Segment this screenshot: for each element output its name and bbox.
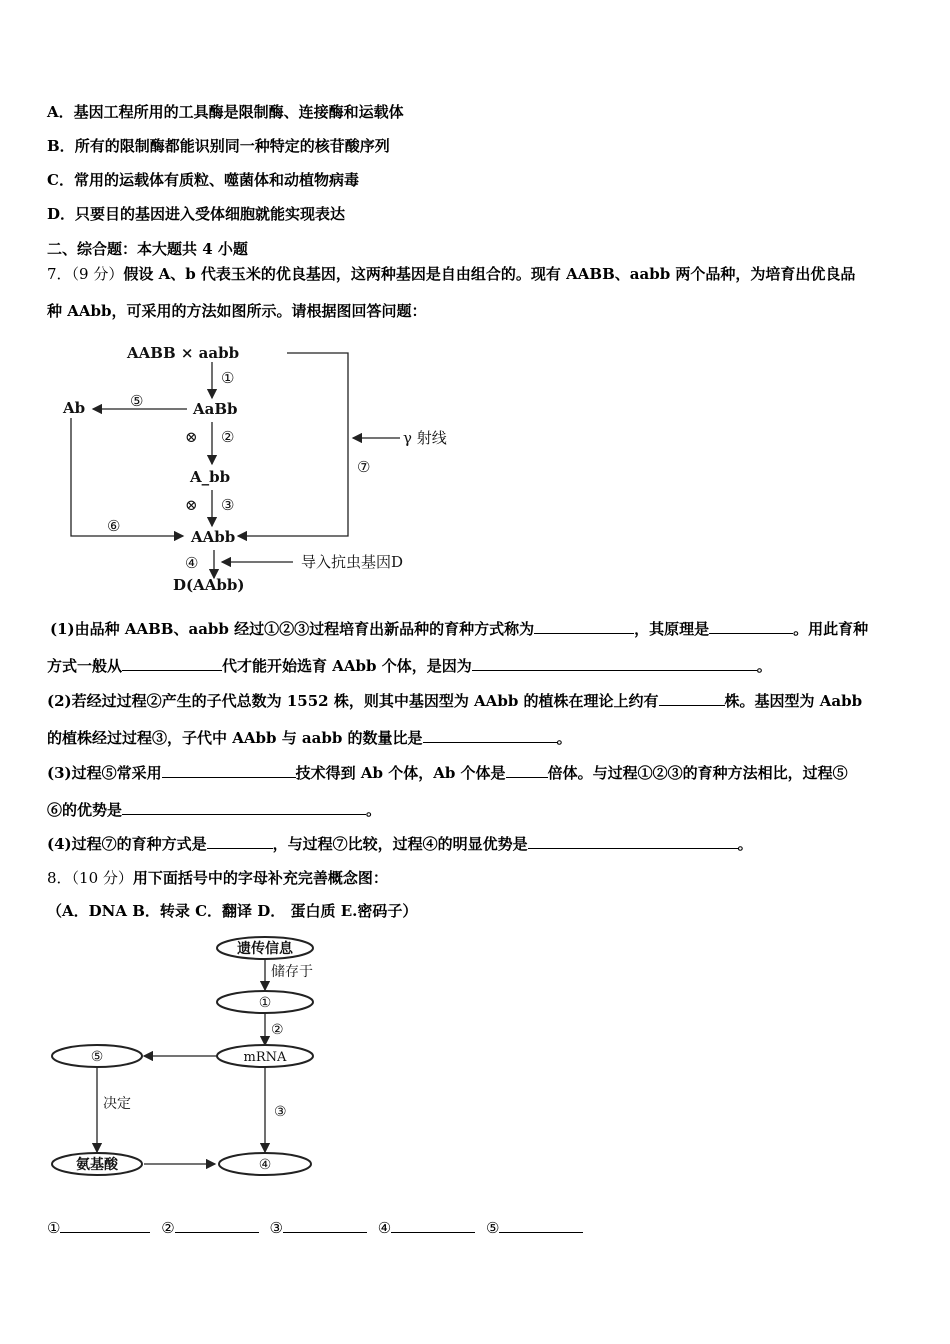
answer-blank[interactable] — [506, 763, 548, 778]
answer-blank[interactable] — [122, 656, 222, 671]
answer-blank[interactable] — [528, 834, 738, 849]
f1-label: AaBb — [193, 400, 238, 418]
step5-label: ⑤ — [130, 392, 144, 410]
answer-blank-4[interactable] — [391, 1218, 475, 1233]
stored-label: 储存于 — [271, 964, 313, 980]
cross-label: AABB × aabb — [127, 344, 240, 362]
node-4-label: ④ — [258, 1157, 272, 1173]
q7-sub1-line2: 方式一般从 代才能开始选育 AAbb 个体，是因为 。 — [47, 657, 772, 675]
selfing-label-1: ⊗ — [185, 428, 198, 446]
q7-sub2-line1: (2)若经过过程②产生的子代总数为 1552 株，则其中基因型为 AAbb 的植株在理论上约有 株。基因型为 Aabb — [47, 692, 863, 710]
q7-sub2-line2: 的植株经过过程③，子代中 AAbb 与 aabb 的数量比是 。 — [47, 729, 572, 747]
q8-score: （10 分） — [71, 869, 133, 887]
answer-blank-2[interactable] — [175, 1218, 259, 1233]
q8-choices: （A．DNA B．转录 C．翻译 D． 蛋白质 E.密码子） — [47, 902, 418, 920]
q7-number: 7． — [47, 265, 72, 283]
q7-sub1-line1: (1)由品种 AABB、aabb 经过①②③过程培育出新品种的育种方式称为 ，其原理是 。用此育种 — [50, 620, 869, 638]
q7-score: （9 分） — [71, 265, 124, 283]
answer-blank[interactable] — [207, 834, 273, 849]
concept-map — [45, 930, 335, 1180]
answer-blank-5[interactable] — [499, 1218, 583, 1233]
answer-blank[interactable] — [162, 763, 296, 778]
step2-label: ② — [271, 1022, 284, 1038]
answer-blank[interactable] — [709, 619, 793, 634]
q7-stem-line2: 种 AAbb，可采用的方法如图所示。请根据图回答问题： — [47, 302, 427, 320]
process7-line — [238, 353, 348, 536]
node-mrna-label: mRNA — [243, 1050, 287, 1065]
option-a: A．基因工程所用的工具酶是限制酶、连接酶和运载体 — [47, 103, 404, 121]
answer-blank[interactable] — [659, 691, 725, 706]
target-label: AAbb — [191, 528, 236, 546]
q7-sub3-line2: ⑥的优势是 。 — [47, 801, 382, 819]
answer-blank[interactable] — [423, 728, 557, 743]
option-d: D．只要目的基因进入受体细胞就能实现表达 — [47, 205, 346, 223]
q7-stem-line1: 7．（9 分）假设 A、b 代表玉米的优良基因，这两种基因是自由组合的。现有 AABB、aabb 两个品种，为培育出优良品 — [47, 265, 856, 283]
step6-label: ⑥ — [107, 517, 121, 535]
option-c: C．常用的运载体有质粒、噬菌体和动植物病毒 — [47, 171, 359, 189]
answer-blank[interactable] — [534, 619, 634, 634]
answer-blank[interactable] — [472, 656, 757, 671]
option-b: B．所有的限制酶都能识别同一种特定的核苷酸序列 — [47, 137, 390, 155]
decides-label: 决定 — [103, 1096, 131, 1112]
node-genetic-info-label: 遗传信息 — [237, 941, 293, 957]
q8-stem: 8．（10 分）用下面括号中的字母补充完善概念图： — [47, 869, 388, 887]
step3-label: ③ — [274, 1104, 287, 1120]
q7-sub4: (4)过程⑦的育种方式是 ，与过程⑦比较，过程④的明显优势是 。 — [47, 835, 753, 853]
step1-label: ① — [221, 369, 235, 387]
inject-label: 导入抗虫基因D — [301, 553, 404, 571]
answer-blank[interactable] — [122, 800, 366, 815]
node-5-label: ⑤ — [90, 1049, 104, 1065]
selfing-label-2: ⊗ — [185, 496, 198, 514]
step2-label: ② — [221, 428, 235, 446]
step3-label: ③ — [221, 496, 235, 514]
haploid-label: Ab — [63, 399, 86, 417]
answer-blank-3[interactable] — [283, 1218, 367, 1233]
node-1-label: ① — [258, 995, 272, 1011]
q7-sub3-line1: (3)过程⑤常采用 技术得到 Ab 个体，Ab 个体是 倍体。与过程①②③的育种方法相比，过程⑤ — [47, 764, 848, 782]
f2-label: A_bb — [190, 468, 231, 486]
section-heading: 二、综合题：本大题共 4 小题 — [47, 240, 248, 258]
answer-blank-1[interactable] — [60, 1218, 150, 1233]
step7-label: ⑦ — [357, 458, 371, 476]
arrow-step6 — [71, 418, 183, 536]
step4-label: ④ — [185, 554, 199, 572]
gamma-label: γ 射线 — [403, 429, 447, 447]
q8-number: 8． — [47, 869, 72, 887]
q8-answer-row: ① ② ③ ④ ⑤ — [47, 1218, 583, 1238]
final-label: D(AAbb) — [173, 576, 245, 594]
breeding-diagram — [55, 340, 475, 600]
node-amino-acid-label: 氨基酸 — [76, 1157, 118, 1173]
